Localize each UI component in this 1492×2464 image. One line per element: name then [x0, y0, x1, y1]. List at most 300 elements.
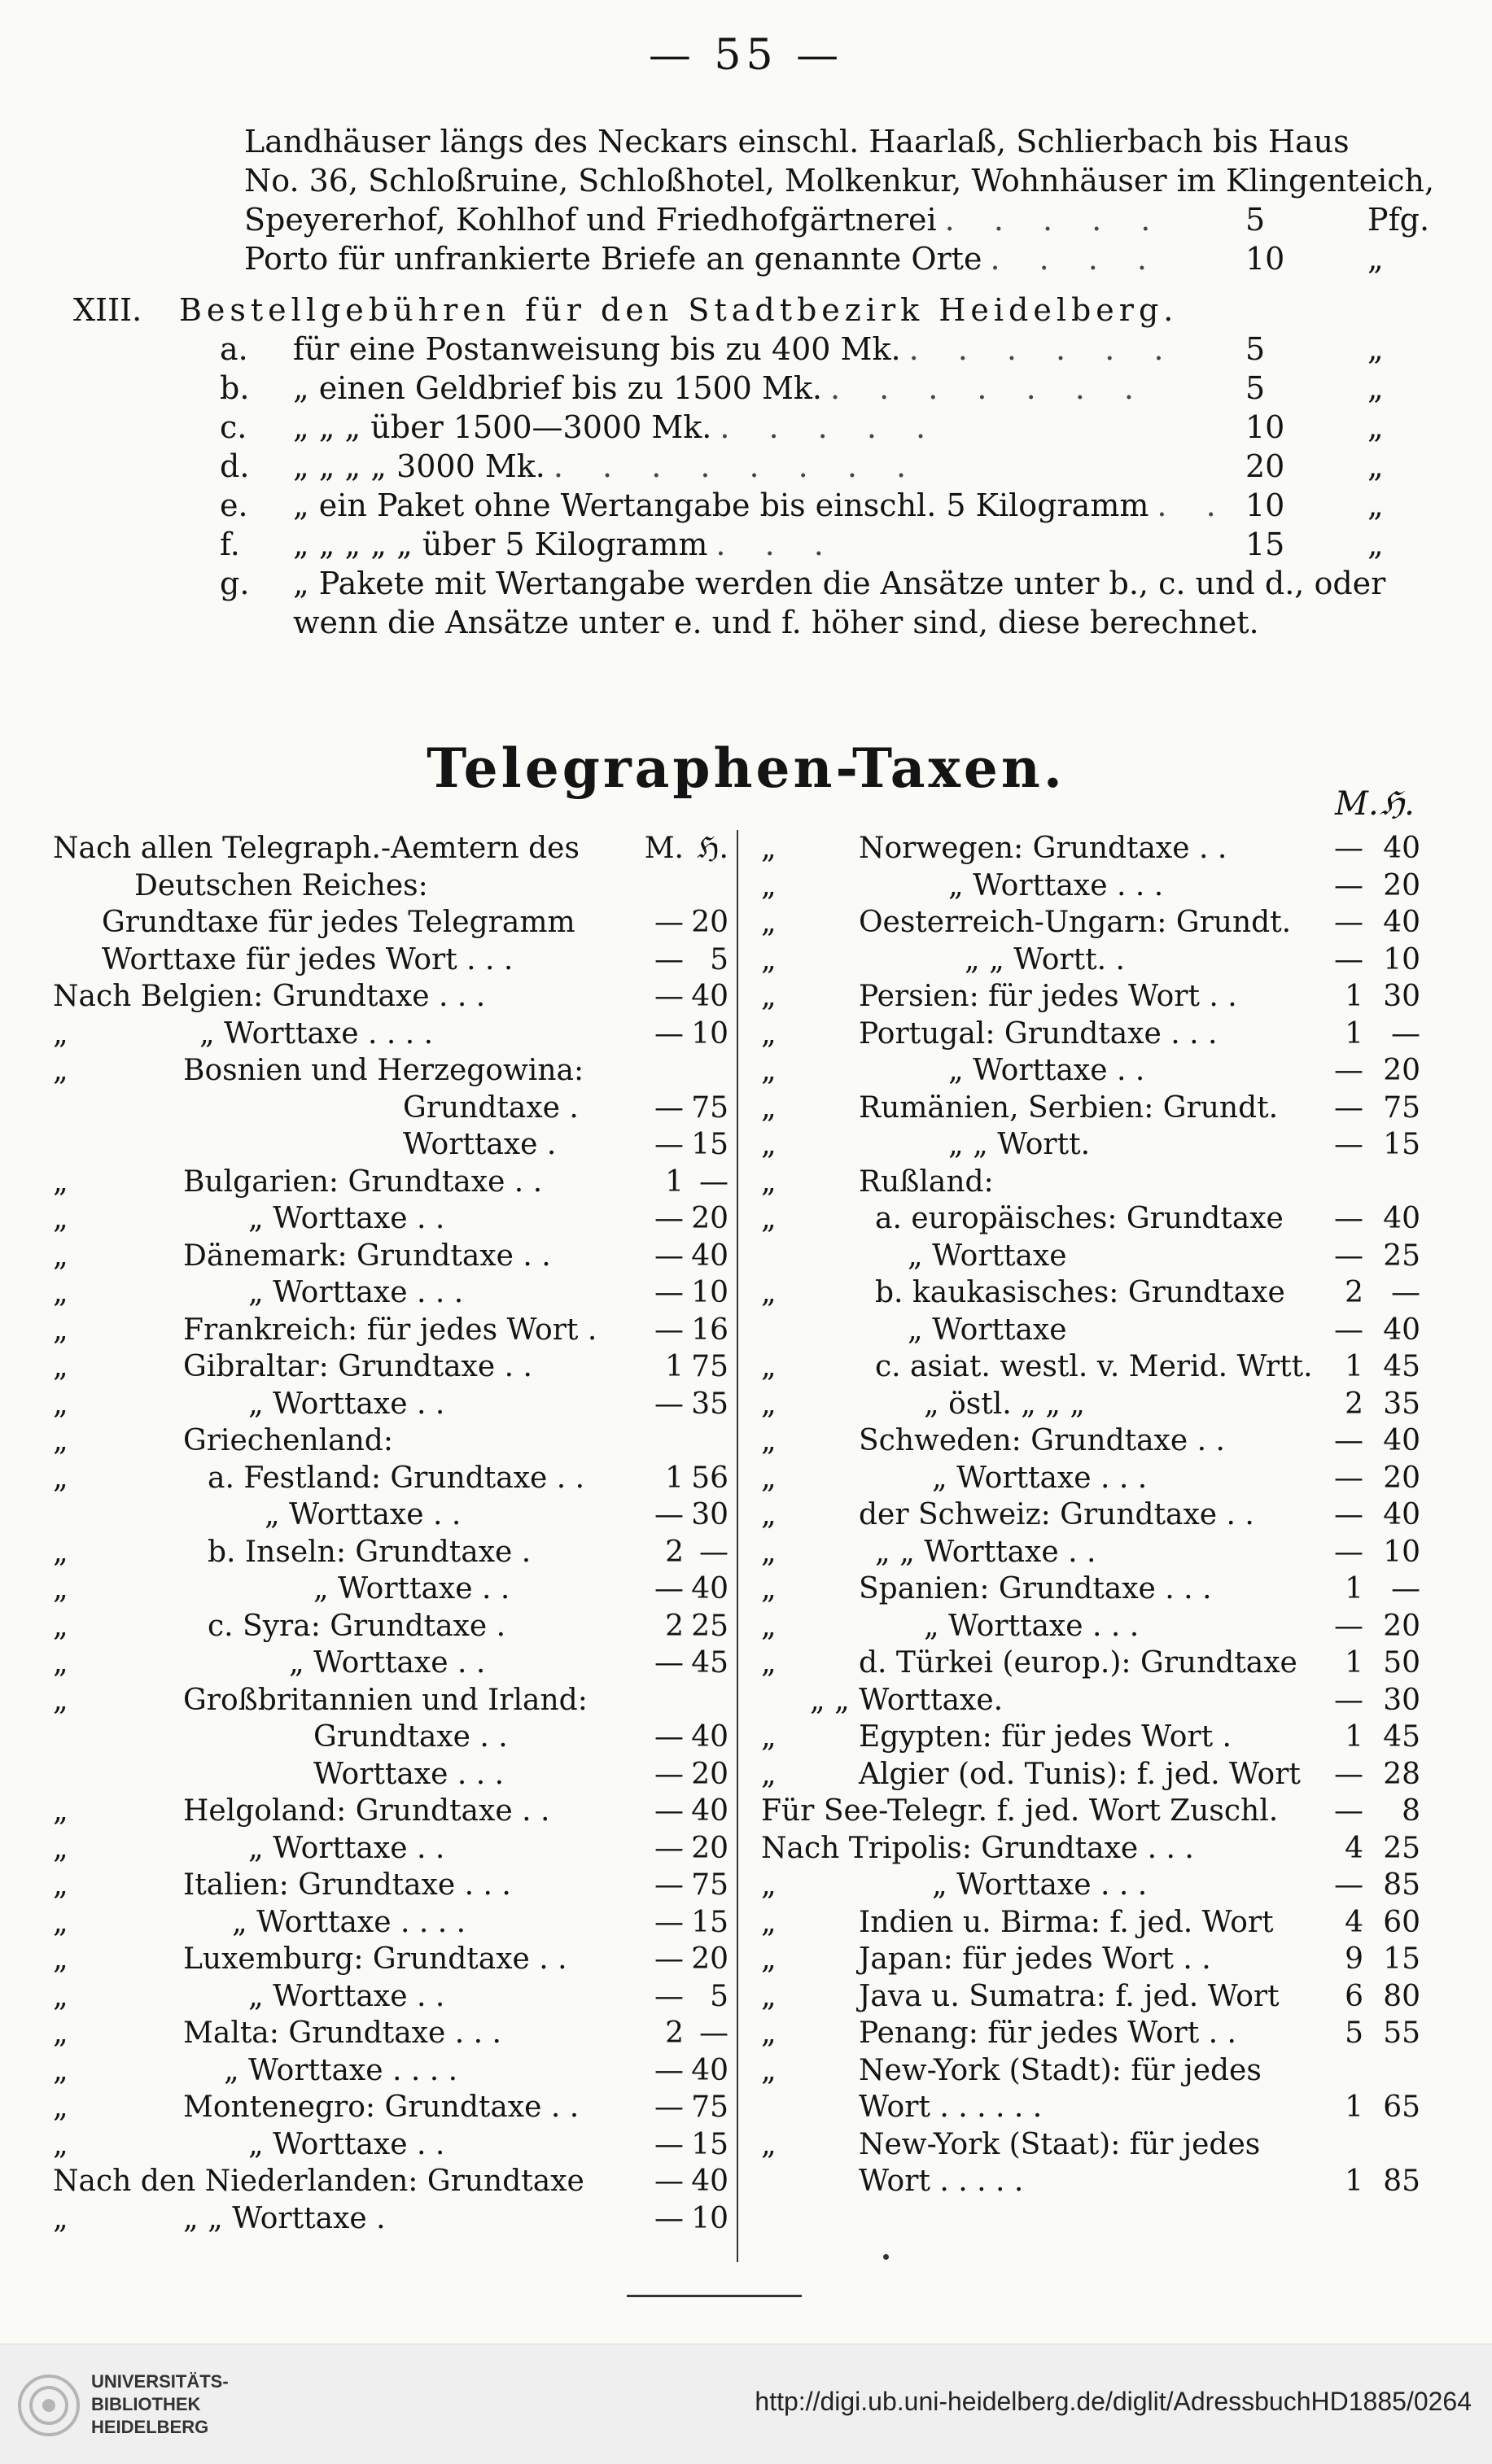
tariff-name: Italien: Grundtaxe . . . — [183, 1868, 511, 1902]
library-name-line2: BIBLIOTHEK — [91, 2394, 201, 2414]
fee-item-label: a. — [220, 331, 248, 367]
fee-amount: 10 — [1245, 487, 1285, 523]
ditto-mark: „ — [53, 1979, 68, 2013]
tariff-mark-value: — — [654, 1905, 684, 1939]
tariff-row — [761, 2126, 1429, 2164]
tariff-penny-value: 40 — [1383, 1424, 1420, 1457]
tariff-penny-value: 35 — [691, 1387, 728, 1421]
fee-item-text: „ Pakete mit Wertangabe werden die Ansätze unter b., c. und d., oder — [293, 566, 1386, 601]
intro-line — [244, 122, 1416, 161]
source-url[interactable]: http://digi.ub.uni-heidelberg.de/diglit/AdressbuchHD1885/0264 — [755, 2387, 1472, 2416]
tariff-row — [761, 1422, 1429, 1460]
fee-unit: „ — [1367, 409, 1384, 445]
tariff-penny-value: 75 — [691, 1090, 728, 1125]
tariff-row — [761, 1830, 1429, 1868]
ditto-mark: „ — [761, 1387, 777, 1421]
tariff-penny-value: ℌ. — [697, 832, 728, 865]
tariff-name: „ Worttaxe . . — [948, 1054, 1145, 1087]
tariff-penny-value: 20 — [1383, 1054, 1420, 1087]
tariff-name: Algier (od. Tunis): f. jed. Wort — [859, 1757, 1301, 1791]
tariff-penny-value: — — [1391, 1572, 1420, 1606]
tariff-name: Spanien: Grundtaxe . . . — [859, 1572, 1212, 1606]
tariff-penny-value: 75 — [691, 1868, 728, 1902]
ditto-mark: „ — [761, 980, 777, 1013]
tariff-name: „ Worttaxe . . . — [924, 1609, 1140, 1643]
ditto-mark: „ — [53, 1424, 68, 1457]
tariff-name: Japan: für jedes Wort . . — [859, 1942, 1211, 1976]
intro-line-text: Landhäuser längs des Neckars einschl. Haarlaß, Schlierbach bis Haus — [244, 124, 1350, 159]
tariff-penny-value: 16 — [691, 1313, 728, 1347]
tariff-mark-value: — — [654, 1720, 684, 1754]
tariff-penny-value: — — [1391, 1016, 1420, 1051]
leader-dots: . . — [1157, 487, 1231, 523]
tariff-mark-value: 1 — [665, 1461, 684, 1495]
tariff-row — [53, 1830, 728, 1868]
tariff-mark-value: 2 — [665, 1609, 684, 1643]
ditto-mark: „ — [761, 2053, 777, 2087]
fee-item — [220, 525, 1416, 564]
ditto-mark: „ — [761, 1350, 777, 1383]
tariff-name: „ Worttaxe . . — [248, 2127, 445, 2161]
tariff-mark-value: — — [654, 906, 684, 939]
library-logo-icon — [16, 2373, 81, 2438]
right-penny-header: ℌ. — [1380, 785, 1415, 823]
tariff-row — [53, 1052, 724, 1090]
library-name-line3: HEIDELBERG — [91, 2417, 209, 2437]
tariff-penny-value: 5 — [710, 942, 728, 976]
ditto-mark: „ — [53, 1313, 68, 1347]
right-mark-header: M. — [1335, 785, 1379, 823]
tariff-penny-value: — — [699, 2016, 728, 2050]
tariff-row — [761, 978, 1429, 1016]
tariff-penny-value: 28 — [1383, 1757, 1420, 1791]
tariff-row — [53, 904, 728, 941]
tariff-row — [761, 1164, 1429, 1201]
tariff-mark-value: — — [1334, 1609, 1363, 1643]
fee-item-label: e. — [220, 487, 248, 523]
tariff-row — [761, 2052, 1429, 2090]
tariff-name: New-York (Stadt): für jedes — [859, 2053, 1262, 2087]
tariff-mark-value: 1 — [1345, 1350, 1363, 1383]
ditto-mark: „ — [53, 1350, 68, 1383]
telegraph-title: Telegraphen-Taxen. — [427, 736, 1065, 800]
tariff-mark-value: — — [1334, 1683, 1363, 1717]
tariff-row — [53, 867, 724, 905]
tariff-penny-value: 40 — [691, 980, 728, 1013]
fee-item — [220, 486, 1416, 525]
tariff-penny-value: 60 — [1383, 1905, 1420, 1939]
fee-item — [220, 330, 1416, 369]
ditto-mark: „ — [761, 1720, 777, 1754]
ditto-mark: „ — [761, 1054, 777, 1087]
tariff-row — [53, 1274, 728, 1312]
tariff-mark-value: 1 — [1345, 1646, 1363, 1680]
fee-item-text: „ einen Geldbrief bis zu 1500 Mk. — [293, 370, 822, 406]
fee-item — [220, 369, 1416, 408]
tariff-penny-value: 10 — [1383, 1535, 1420, 1569]
tariff-penny-value: 45 — [1383, 1350, 1420, 1383]
tariff-name: „ Worttaxe . . — [248, 1387, 445, 1421]
ditto-mark: „ — [761, 868, 777, 902]
tariff-penny-value: 10 — [691, 1016, 728, 1051]
tariff-name: Indien u. Birma: f. jed. Wort — [859, 1905, 1274, 1939]
section-title: Bestellgebühren für den Stadtbezirk Heidelberg. — [179, 292, 1179, 328]
tariff-row — [53, 1386, 728, 1423]
ditto-mark: „ — [53, 2090, 68, 2124]
tariff-row — [761, 867, 1429, 905]
section-numeral: XIII. — [73, 292, 142, 328]
tariff-name: d. Türkei (europ.): Grundtaxe — [859, 1646, 1297, 1680]
tariff-mark-value: — — [654, 980, 684, 1013]
tariff-name: Gibraltar: Grundtaxe . . — [183, 1350, 532, 1383]
tariff-mark-value: 1 — [665, 1350, 684, 1383]
tariff-mark-value: 1 — [1345, 1720, 1363, 1754]
ditto-mark: „ — [761, 1128, 777, 1161]
tariff-mark-value: — — [654, 1757, 684, 1791]
tariff-name: „ Worttaxe . . — [289, 1646, 486, 1680]
tariff-penny-value: 15 — [1383, 1128, 1420, 1161]
ditto-mark: „ — [53, 2053, 68, 2087]
leader-dots: . . . — [715, 526, 838, 562]
ditto-mark: „ — [761, 906, 777, 939]
tariff-penny-value: 10 — [1383, 942, 1420, 976]
fee-item-text: „ „ „ über 1500—3000 Mk. — [293, 409, 712, 445]
tariff-mark-value: — — [1334, 1868, 1363, 1902]
tariff-row — [761, 1238, 1429, 1275]
tariff-penny-value: 15 — [691, 1128, 728, 1161]
tariff-row — [761, 1941, 1429, 1978]
tariff-mark-value: — — [1334, 832, 1363, 865]
fee-item-text: für eine Postanweisung bis zu 400 Mk. — [293, 331, 901, 367]
tariff-mark-value: 1 — [1345, 1016, 1363, 1051]
tariff-name: a. Festland: Grundtaxe . . — [208, 1461, 585, 1495]
fee-item — [220, 603, 1416, 642]
fee-item-text: „ „ „ „ „ über 5 Kilogramm — [293, 526, 708, 562]
ditto-mark: „ — [761, 1498, 777, 1531]
tariff-penny-value: 20 — [691, 1757, 728, 1791]
tariff-mark-value: — — [654, 1090, 684, 1125]
tariff-row — [761, 2163, 1429, 2200]
ditto-mark: „ — [761, 2127, 777, 2161]
fee-amount: 5 — [1245, 370, 1266, 406]
intro-line — [244, 200, 1430, 239]
tariff-row — [53, 1941, 728, 1978]
tariff-penny-value: 65 — [1383, 2090, 1420, 2124]
tariff-row — [53, 1016, 728, 1053]
tariff-name: Persien: für jedes Wort . . — [859, 980, 1237, 1013]
ditto-mark: „ — [53, 2201, 68, 2235]
tariff-row — [53, 1312, 728, 1349]
tariff-penny-value: 20 — [1383, 1609, 1420, 1643]
tariff-row — [53, 1608, 728, 1645]
ditto-mark: „ — [53, 1016, 68, 1051]
fee-amount: 20 — [1245, 448, 1285, 484]
ditto-mark: „ — [53, 1202, 68, 1235]
tariff-mark-value: — — [654, 2127, 684, 2161]
ditto-mark: „ — [53, 1905, 68, 1939]
tariff-row — [761, 1793, 1429, 1830]
leader-dots: . . . . . . — [908, 331, 1179, 367]
tariff-row — [53, 2089, 728, 2126]
intro-line — [244, 239, 1416, 278]
tariff-penny-value: — — [699, 1164, 728, 1199]
tariff-mark-value: M. — [644, 832, 684, 865]
tariff-mark-value: 1 — [1345, 2165, 1363, 2198]
tariff-row — [761, 941, 1429, 979]
leader-dots: . . . . . — [720, 409, 941, 445]
tariff-penny-value: 85 — [1383, 2165, 1420, 2198]
tariff-penny-value: 20 — [691, 1831, 728, 1865]
tariff-penny-value: 45 — [1383, 1720, 1420, 1754]
ditto-mark: „ — [53, 1535, 68, 1569]
fee-amount: 15 — [1245, 526, 1285, 562]
tariff-name: „ „ Wortt. — [948, 1128, 1091, 1161]
library-name — [91, 2370, 229, 2439]
tariff-mark-value: 2 — [665, 1535, 684, 1569]
tariff-name: der Schweiz: Grundtaxe . . — [859, 1498, 1254, 1531]
tariff-name: „ „ Wortt. . — [965, 942, 1125, 976]
intro-amount: 5 — [1245, 202, 1266, 238]
tariff-row — [53, 1164, 728, 1201]
fee-unit: „ — [1367, 526, 1384, 562]
tariff-penny-value: 75 — [691, 2090, 728, 2124]
tariff-mark-value: — — [1334, 1498, 1363, 1531]
tariff-mark-value: — — [1334, 1239, 1363, 1273]
tariff-mark-value: — — [654, 1202, 684, 1235]
ditto-mark: „ — [761, 1572, 777, 1606]
library-footer — [0, 2344, 1492, 2464]
tariff-penny-value: — — [1391, 1276, 1420, 1309]
leader-dots: . . . . — [990, 241, 1162, 277]
tariff-mark-value: — — [1334, 1090, 1363, 1125]
tariff-penny-value: 50 — [1383, 1646, 1420, 1680]
tariff-row — [761, 1460, 1429, 1497]
tariff-mark-value: — — [654, 1128, 684, 1161]
tariff-name: c. Syra: Grundtaxe . — [208, 1609, 506, 1643]
tariff-mark-value: 2 — [1345, 1387, 1363, 1421]
tariff-name: Norwegen: Grundtaxe . . — [859, 832, 1227, 865]
tariff-row — [761, 1904, 1429, 1942]
tariff-row — [53, 1348, 728, 1386]
tariff-penny-value: 20 — [691, 1202, 728, 1235]
fee-item-label: f. — [220, 526, 240, 562]
tariff-penny-value: 40 — [691, 1239, 728, 1273]
ditto-mark: „ — [53, 1054, 68, 1087]
tariff-name: „ Worttaxe . . — [248, 1979, 445, 2013]
tariff-row — [53, 1460, 728, 1497]
tariff-name: Griechenland: — [183, 1424, 393, 1457]
tariff-name: „ Worttaxe . . . . — [199, 1016, 434, 1051]
tariff-penny-value: 75 — [691, 1350, 728, 1383]
tariff-row — [53, 830, 728, 867]
tariff-penny-value: 25 — [1383, 1239, 1420, 1273]
tariff-row — [761, 1274, 1429, 1312]
end-rule — [627, 2295, 802, 2297]
tariff-row — [53, 2052, 728, 2090]
tariff-name: Worttaxe . — [403, 1128, 557, 1161]
tariff-name: Schweden: Grundtaxe . . — [859, 1424, 1225, 1457]
tariff-name: Oesterreich-Ungarn: Grundt. — [859, 906, 1292, 939]
tariff-row — [761, 2015, 1429, 2052]
fee-item — [220, 408, 1416, 447]
fee-item-text: „ „ „ „ 3000 Mk. — [293, 448, 545, 484]
tariff-name: a. europäisches: Grundtaxe — [875, 1202, 1284, 1235]
tariff-name: Malta: Grundtaxe . . . — [183, 2016, 501, 2050]
leader-dots: . . . . . — [944, 202, 1166, 238]
tariff-name: „ „ Worttaxe . — [183, 2201, 386, 2235]
tariff-mark-value: — — [654, 1794, 684, 1828]
column-divider — [737, 830, 738, 2262]
tariff-penny-value: 40 — [1383, 832, 1420, 865]
tariff-mark-value: 1 — [1345, 980, 1363, 1013]
intro-block — [244, 122, 1435, 278]
tariff-mark-value: — — [654, 2201, 684, 2235]
tariff-name: Nach Tripolis: Grundtaxe . . . — [761, 1831, 1194, 1865]
tariff-row — [53, 1496, 728, 1534]
tariff-mark-value: 1 — [1345, 2090, 1363, 2124]
tariff-name: Dänemark: Grundtaxe . . — [183, 1239, 551, 1273]
tariff-mark-value: — — [654, 1387, 684, 1421]
ditto-mark: „ — [53, 1276, 68, 1309]
tariff-row — [761, 1348, 1429, 1386]
tariff-mark-value: — — [654, 1572, 684, 1606]
tariff-row — [53, 1682, 724, 1719]
tariff-row — [53, 978, 728, 1016]
tariff-penny-value: 80 — [1383, 1979, 1420, 2013]
tariff-penny-value: 40 — [1383, 1202, 1420, 1235]
fee-item — [220, 564, 1416, 603]
ditto-mark: „ — [53, 1868, 68, 1902]
tariff-row — [53, 1422, 724, 1460]
tariff-name: „ Worttaxe . . . — [948, 868, 1164, 902]
tariff-mark-value: — — [1334, 1424, 1363, 1457]
ditto-mark: „ — [761, 1535, 777, 1569]
tariff-name: Für See-Telegr. f. jed. Wort Zuschl. — [761, 1794, 1279, 1828]
ditto-mark: „ — [53, 1164, 68, 1199]
ditto-mark: „ — [761, 1461, 777, 1495]
tariff-name: Helgoland: Grundtaxe . . — [183, 1794, 550, 1828]
ditto-mark: „ — [761, 1979, 777, 2013]
intro-unit: „ — [1367, 241, 1384, 277]
tariff-penny-value: 5 — [710, 1979, 728, 2013]
tariff-penny-value: 30 — [1383, 1683, 1420, 1717]
ditto-mark: „ — [761, 1905, 777, 1939]
tariff-mark-value: — — [654, 1979, 684, 2013]
tariff-mark-value: — — [654, 1868, 684, 1902]
tariff-penny-value: 15 — [691, 2127, 728, 2161]
tariff-row — [53, 1090, 728, 1127]
ditto-mark: „ — [761, 1090, 777, 1125]
tariff-mark-value: — — [1334, 1757, 1363, 1791]
tariff-row — [761, 1682, 1429, 1719]
tariff-penny-value: 25 — [691, 1609, 728, 1643]
tariff-mark-value: — — [654, 1646, 684, 1680]
tariff-mark-value: — — [1334, 1313, 1363, 1347]
ditto-mark: „ — [53, 1683, 68, 1717]
ditto-mark: „ — [53, 1572, 68, 1606]
tariff-penny-value: 40 — [691, 1720, 728, 1754]
tariff-name: Grundtaxe . . — [313, 1720, 508, 1754]
tariff-name: Wort . . . . . — [859, 2165, 1024, 2198]
tariff-row — [761, 1386, 1429, 1423]
tariff-mark-value: 4 — [1345, 1831, 1363, 1865]
tariff-mark-value: 2 — [665, 2016, 684, 2050]
tariff-row — [53, 1645, 728, 1682]
tariff-name: Rußland: — [859, 1164, 994, 1199]
tariff-mark-value: — — [654, 1942, 684, 1976]
fee-item-text: wenn die Ansätze unter e. und f. höher sind, diese berechnet. — [293, 605, 1259, 640]
tariff-row — [761, 1719, 1429, 1756]
tariff-row — [53, 2163, 728, 2200]
page-number: — 55 — — [648, 31, 844, 80]
tariff-name: Grundtaxe für jedes Telegramm — [102, 906, 575, 939]
tariff-mark-value: — — [1334, 1461, 1363, 1495]
intro-unit: Pfg. — [1367, 202, 1430, 238]
ditto-mark: „ — [53, 1239, 68, 1273]
tariff-mark-value: — — [1334, 1054, 1363, 1087]
tariff-penny-value: 40 — [691, 1572, 728, 1606]
tariff-row — [53, 1867, 728, 1904]
ditto-mark: „ — [761, 1202, 777, 1235]
tariff-mark-value: — — [654, 1239, 684, 1273]
tariff-name: Worttaxe . . . — [313, 1757, 505, 1791]
tariff-row — [53, 1238, 728, 1275]
section-xiii-items — [220, 330, 1416, 642]
tariff-name: Portugal: Grundtaxe . . . — [859, 1016, 1218, 1051]
tariff-name: Wort . . . . . . — [859, 2090, 1043, 2124]
tariff-penny-value: 35 — [1383, 1387, 1420, 1421]
fee-item-label: c. — [220, 409, 247, 445]
tariff-mark-value: — — [1334, 1128, 1363, 1161]
tariff-name: Nach allen Telegraph.-Aemtern des — [53, 832, 580, 865]
fee-unit: „ — [1367, 448, 1384, 484]
tariff-penny-value: 85 — [1383, 1868, 1420, 1902]
intro-line — [244, 161, 1435, 200]
tariff-mark-value: — — [654, 1016, 684, 1051]
tariff-penny-value: 40 — [691, 2165, 728, 2198]
tariff-mark-value: — — [654, 2053, 684, 2087]
ditto-mark: „ — [761, 1942, 777, 1976]
tariff-name: „ „ Worttaxe. — [810, 1683, 1004, 1717]
ditto-mark: „ — [53, 2016, 68, 2050]
tariff-row — [53, 2126, 728, 2164]
tariff-row — [761, 1052, 1429, 1090]
intro-amount: 10 — [1245, 241, 1285, 277]
tariff-row — [53, 1534, 728, 1571]
fee-unit: „ — [1367, 487, 1384, 523]
leader-dots: . . . . . . . . — [553, 448, 921, 484]
tariff-name: „ Worttaxe — [908, 1313, 1067, 1347]
tariff-mark-value: — — [654, 1276, 684, 1309]
ditto-mark: „ — [761, 1609, 777, 1643]
tariff-row — [53, 1978, 728, 2016]
tariff-penny-value: 15 — [691, 1905, 728, 1939]
tariff-mark-value: 5 — [1345, 2016, 1363, 2050]
ditto-mark: „ — [53, 1461, 68, 1495]
tariff-mark-value: 1 — [1345, 1572, 1363, 1606]
tariff-penny-value: 30 — [691, 1498, 728, 1531]
ditto-mark: „ — [761, 1868, 777, 1902]
library-name-line1: UNIVERSITÄTS- — [91, 2371, 229, 2392]
tariff-name: Montenegro: Grundtaxe . . — [183, 2090, 580, 2124]
tariff-penny-value: 40 — [1383, 906, 1420, 939]
tariff-row — [53, 1904, 728, 1942]
tariff-name: Luxemburg: Grundtaxe . . — [183, 1942, 567, 1976]
ditto-mark: „ — [761, 1276, 777, 1309]
tariff-name: Großbritannien und Irland: — [183, 1683, 588, 1717]
tariff-row — [53, 2015, 728, 2052]
tariff-row — [761, 1571, 1429, 1608]
